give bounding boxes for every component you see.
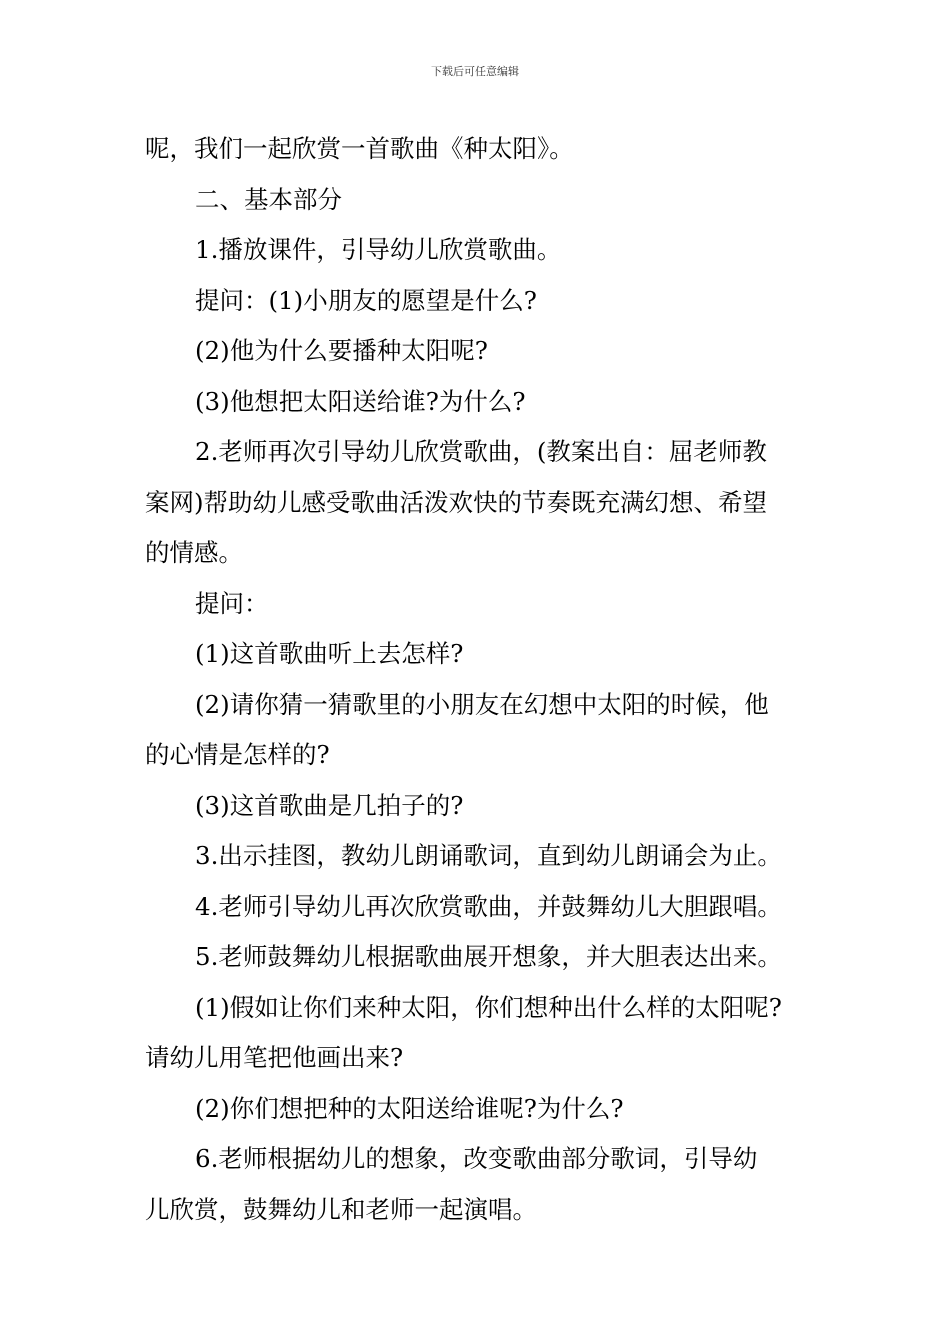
text-line: 1.播放课件，引导幼儿欣赏歌曲。	[195, 235, 562, 264]
text-line: 4.老师引导幼儿再次欣赏歌曲，并鼓舞幼儿大胆跟唱。	[195, 891, 782, 921]
text-line: 6.老师根据幼儿的想象，改变歌曲部分歌词，引导幼	[195, 1144, 758, 1173]
text-line: 的心情是怎样的?	[145, 740, 330, 769]
text-line: 5.老师鼓舞幼儿根据歌曲展开想象，并大胆表达出来。	[195, 942, 782, 971]
page-header: 下载后可任意编辑	[431, 65, 519, 78]
text-line: (2)他为什么要播种太阳呢?	[195, 336, 488, 365]
text-line: (1)假如让你们来种太阳，你们想种出什么样的太阳呢?	[195, 992, 782, 1022]
text-line: (2)你们想把种的太阳送给谁呢?为什么?	[195, 1093, 624, 1123]
text-line: (1)这首歌曲听上去怎样?	[195, 639, 464, 668]
document-body	[145, 124, 813, 1235]
text-line: 案网)帮助幼儿感受歌曲活泼欢快的节奏既充满幻想、希望	[145, 487, 768, 517]
text-line: 提问：	[195, 588, 269, 618]
text-line: 呢，我们一起欣赏一首歌曲《种太阳》。	[145, 134, 574, 163]
text-line: 提问：(1)小朋友的愿望是什么?	[195, 285, 537, 315]
text-line: (3)他想把太阳送给谁?为什么?	[195, 386, 526, 416]
text-line: 二、基本部分	[195, 184, 342, 214]
text-line: 2.老师再次引导幼儿欣赏歌曲，(教案出自：屈老师教	[195, 437, 767, 466]
text-line: 3.出示挂图，教幼儿朗诵歌词，直到幼儿朗诵会为止。	[195, 841, 782, 870]
text-line: 的情感。	[145, 538, 243, 567]
text-line: (2)请你猜一猜歌里的小朋友在幻想中太阳的时候，他	[195, 689, 769, 719]
text-line: (3)这首歌曲是几拍子的?	[195, 790, 464, 820]
text-line: 儿欣赏，鼓舞幼儿和老师一起演唱。	[145, 1194, 537, 1224]
text-line: 请幼儿用笔把他画出来?	[145, 1043, 404, 1072]
